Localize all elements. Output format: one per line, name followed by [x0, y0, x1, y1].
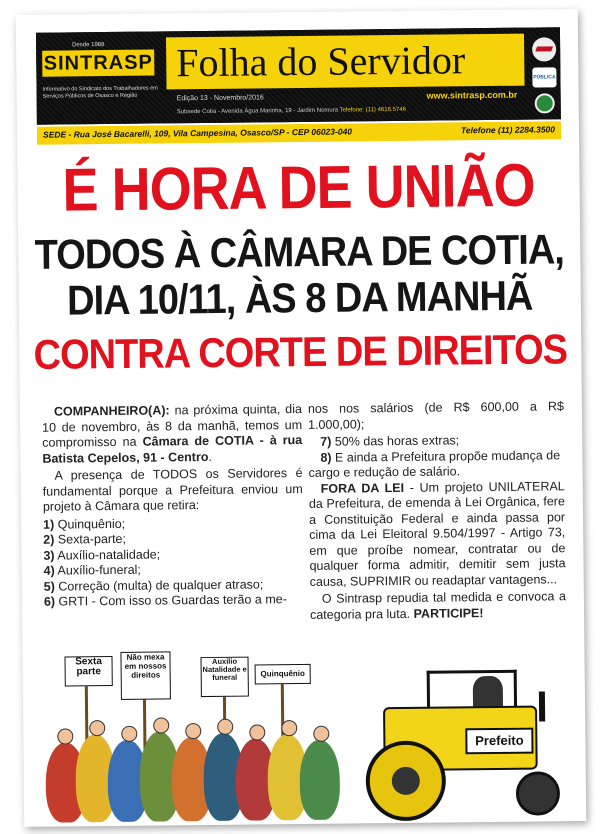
- subsede-address: Subsede Cotia - Avenida Água Marinha, 19 - Jardim Nomura: [176, 107, 339, 116]
- protester-head: [57, 728, 73, 744]
- seal-icon: [535, 93, 555, 113]
- item-number: 2): [43, 532, 55, 547]
- sign-sexta-parte: Sexta parte: [64, 656, 112, 687]
- paragraph-fora-da-lei: [309, 479, 566, 590]
- intro-end: .: [208, 449, 212, 464]
- subheadline-line2: DIA 10/11, ÀS 8 DA MANHÃ: [66, 273, 533, 325]
- sintrasp-logo: [42, 41, 163, 118]
- list-item: [308, 448, 564, 482]
- item-text: Sexta-parte;: [54, 531, 127, 547]
- list-item: [44, 592, 304, 610]
- body-column-left: [42, 402, 304, 610]
- item-text: 50% das horas extras;: [331, 433, 460, 449]
- protester-head: [217, 719, 233, 735]
- logo-description: Informativo do Sindicato dos Trabalhadores em Serviços Públicos de Osasco e Região: [42, 85, 158, 100]
- paragraph-salary: nos nos salários (de R$ 600,00 a R$ 1.000,00);: [307, 399, 564, 432]
- prefeito-label: Prefeito: [465, 728, 533, 755]
- red-subheadline: CONTRA CORTE DE DIREITOS: [33, 327, 568, 379]
- call-text: O Sintrasp repudia tal medida e convoca a categoria pra luta.: [309, 589, 566, 622]
- rights-list-continued: [308, 432, 564, 481]
- sign-nao-mexa: Não mexa em nossos direitos: [120, 651, 170, 700]
- protester-head: [313, 726, 329, 742]
- protester-head: [185, 723, 201, 739]
- call-bold: PARTICIPE!: [413, 605, 484, 621]
- paragraph-intro: [42, 402, 303, 467]
- publica-logo-icon: PÚBLICA: [532, 67, 556, 87]
- item-text: Auxílio-natalidade;: [54, 546, 161, 563]
- subsede-info: [177, 107, 406, 115]
- item-text: E ainda a Prefeitura propõe mudança de cargo e redução de salário.: [308, 447, 561, 480]
- subsede-phone: Telefone: (11) 4616.5746: [339, 106, 406, 114]
- sign-quinquenio: Quinquênio: [255, 664, 311, 685]
- logo-since: Desde 1988: [72, 42, 105, 49]
- item-number: 5): [43, 579, 55, 594]
- intro-address: Câmara de COTIA - à rua Batista Cepelos, 91 - Centro: [42, 432, 303, 466]
- fora-text: - Um projeto UNILATERAL da Prefeitura, de emenda à Lei Orgânica, fere a Constituição Federal e ainda passa por cima da Lei Eleitoral 9.504/1997 - Artigo 73, em que proíbe nomear, contratar ou de qualquer forma admitir, demitir sem justa causa, SUPRIMIR ou readaptar vantagens...: [308, 478, 566, 589]
- item-number: 8): [320, 450, 332, 465]
- fora-lead: FORA DA LEI: [320, 480, 405, 496]
- newspaper-title: Folha do Servidor: [176, 37, 466, 86]
- intro-text: na próxima quinta, dia 10 de novembro, às 8 da manhã, temos um compromisso na: [42, 401, 303, 450]
- protester-head: [89, 720, 105, 736]
- tractor-exhaust: [539, 691, 545, 721]
- sede-bar: [37, 121, 561, 144]
- protester: [299, 740, 340, 820]
- logo-wordmark: SINTRASP: [42, 50, 154, 77]
- item-number: 6): [43, 594, 56, 609]
- paragraph-call: [310, 589, 566, 623]
- edition-info: Edição 13 - Novembro/2016: [176, 94, 264, 103]
- protester-head: [281, 720, 297, 736]
- sede-phone: Telefone (11) 2284.3500: [460, 124, 556, 136]
- item-text: Auxílio-funeral;: [54, 562, 141, 578]
- body-column-right: [308, 399, 566, 625]
- website-link[interactable]: www.sintrasp.com.br: [426, 89, 518, 101]
- main-headline: É HORA DE UNIÃO: [62, 151, 535, 225]
- tractor-rear-wheel: [516, 771, 560, 815]
- intro-lead: COMPANHEIRO(A):: [53, 403, 170, 419]
- title-bar: [166, 34, 525, 90]
- item-number: 3): [43, 548, 55, 563]
- tractor-front-wheel: [365, 741, 446, 822]
- protester-head: [153, 717, 169, 733]
- item-text: Correção (multa) de qualquer atraso;: [54, 576, 264, 594]
- partner-logo-icon: [532, 37, 556, 61]
- item-text: GRTI - Com isso os Guardas terão a me-: [54, 592, 287, 609]
- item-text: Quinquênio;: [54, 516, 126, 532]
- subheadline-line1: TODOS À CÂMARA DE COTIA,: [34, 227, 565, 279]
- protester-head: [121, 726, 137, 742]
- newsletter-page: [16, 9, 586, 827]
- masthead: [36, 27, 561, 124]
- sede-address: SEDE - Rua José Bacarelli, 109, Vila Campesina, Osasco/SP - CEP 06023-040: [42, 126, 353, 140]
- paragraph-presence: A presença de TODOS os Servidores é fundamental porque a Prefeitura enviou um projeto à Câmara que retira:: [42, 465, 303, 514]
- rights-list: [43, 514, 304, 610]
- item-number: 7): [320, 434, 332, 449]
- item-number: 4): [43, 563, 55, 578]
- protest-crowd-illustration: [44, 639, 356, 822]
- protester-head: [249, 724, 265, 740]
- tractor-illustration: [365, 661, 567, 819]
- sign-auxilio: Auxílio Natalidade e funeral: [200, 657, 248, 698]
- item-number: 1): [43, 517, 55, 532]
